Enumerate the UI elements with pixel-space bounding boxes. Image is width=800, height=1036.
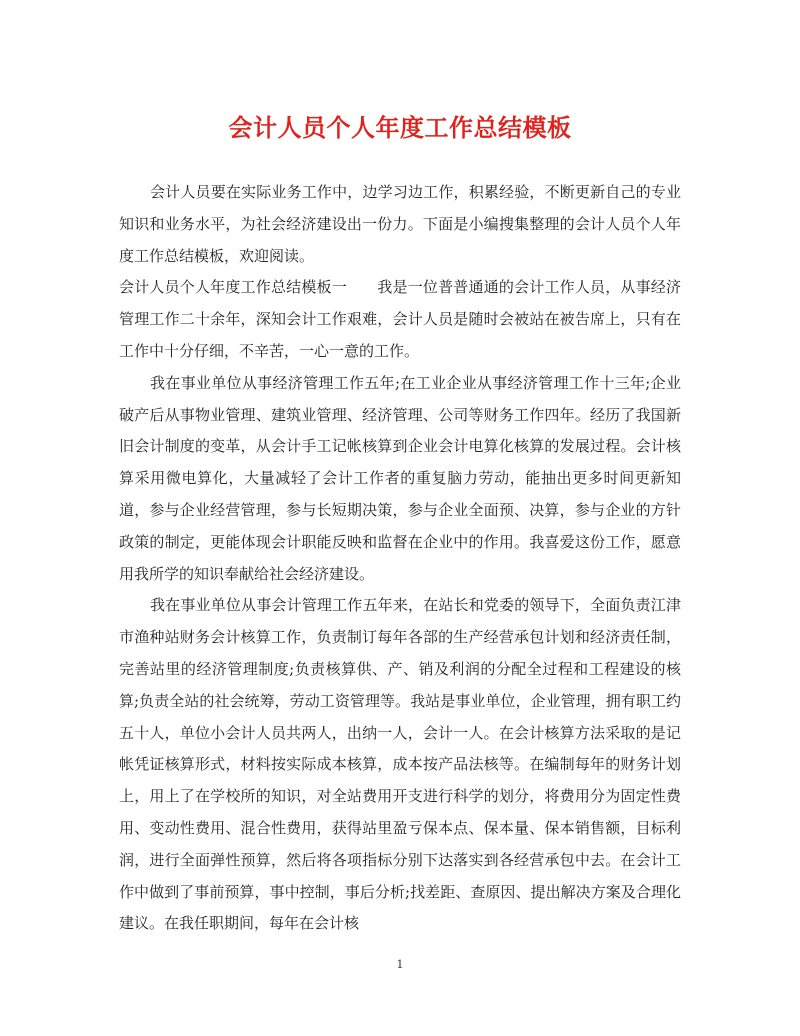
paragraph-intro: 会计人员要在实际业务工作中，边学习边工作，积累经验，不断更新自己的专业知识和业务水平，为社会经济建设出一份力。下面是小编搜集整理的会计人员个人年度工作总结模板，欢迎阅读。: [119, 183, 681, 265]
paragraph-template-one: 会计人员个人年度工作总结模板一 我是一位普普通通的会计工作人员，从事经济管理工作二十余年，深知会计工作艰难，会计人员是随时会被站在被告席上，只有在工作中十分仔细，不辛苦，一心一意的工作。: [119, 278, 681, 360]
page-number: 1: [396, 958, 404, 971]
document-title: 会计人员个人年度工作总结模板: [228, 113, 572, 142]
paragraph-duties: 我在事业单位从事会计管理工作五年来，在站长和党委的领导下，全面负责江津市渔种站财务会计核算工作，负责制订每年各部的生产经营承包计划和经济责任制，完善站里的经济管理制度;负责核算供、产、销及利润的分配全过程和工程建设的核算;负责全站的社会统筹，劳动工资管理等。我站是事业单位，企业管理，拥有职工约五十人，单位小会计人员共两人，出纳一人，会计一人。在会计核算方法采取的是记帐凭证核算形式，材料按实际成本核算，成本按产品法核等。在编制每年的财务计划上，用上了在学校所的知识，对全站费用开支进行科学的划分，将费用分为固定性费用、变动性费用、混合性费用，获得站里盈亏保本点、保本量、保本销售额，目标利润，进行全面弹性预算，然后将各项指标分别下达落实到各经营承包中去。在会计工作中做到了事前预算，事中控制，事后分析;找差距、查原因、提出解决方案及合理化建议。在我任职期间，每年在会计核: [119, 596, 681, 933]
document-body: [119, 177, 681, 940]
paragraph-experience: 我在事业单位从事经济管理工作五年;在工业企业从事经济管理工作十三年;企业破产后从事物业管理、建筑业管理、经济管理、公司等财务工作四年。经历了我国新旧会计制度的变革，从会计手工记帐核算到企业会计电算化核算的发展过程。会计核算采用微电算化，大量减轻了会计工作者的重复脑力劳动，能抽出更多时间更新知道，参与企业经营管理，参与长短期决策，参与企业全面预、决算，参与企业的方针政策的制定，更能体现会计职能反映和监督在企业中的作用。我喜爱这份工作，愿意用我所学的知识奉献给社会经济建设。: [119, 373, 681, 583]
